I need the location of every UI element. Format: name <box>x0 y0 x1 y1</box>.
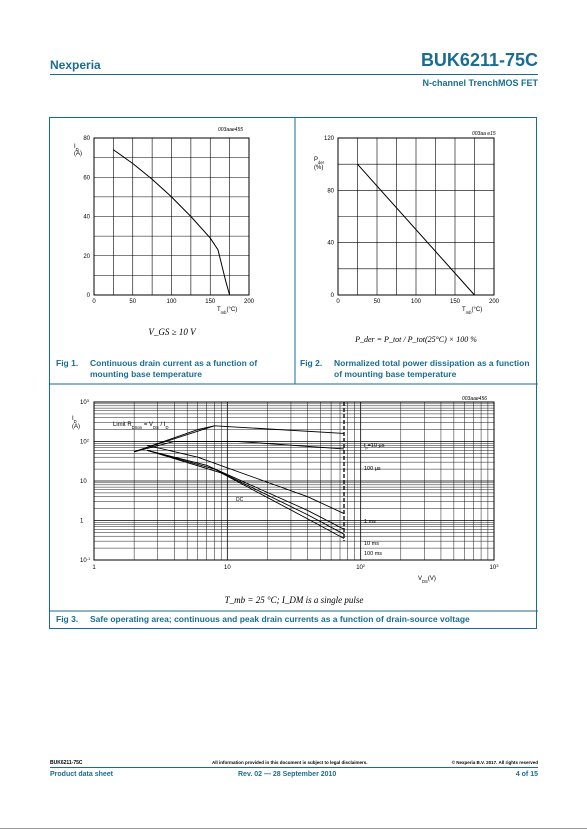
fig3-xtick-label: 1 <box>92 565 96 571</box>
fig2-xlabel: $T_{mb}(^\circ C)$ <box>462 307 483 315</box>
fig1-chart <box>74 127 255 337</box>
fig2-ytick-label: 40 <box>327 240 334 247</box>
part-subtitle: N-channel TrenchMOS FET <box>422 78 538 88</box>
fig2-ytick-label: 80 <box>327 188 334 195</box>
fig1-xtick-label: 150 <box>205 299 216 305</box>
fig3-ytick-label: $10^2$ <box>80 437 89 446</box>
fig3-series-line <box>147 450 344 534</box>
fig3-xtick-label: 10 <box>223 565 231 571</box>
fig3-xtick-label: $10^2$ <box>356 562 366 571</box>
fig3-pulse-label-1: 100 μs <box>364 466 381 472</box>
page-bottom-rule <box>0 828 587 829</box>
footer-disclaimer: All information provided in this document is subject to legal disclaimers. <box>212 760 368 765</box>
fig2-caption-number: Fig 2. <box>300 358 323 368</box>
fig3-code-label: 003aae456 <box>462 396 488 402</box>
fig3-pulse-label-2: 1 ms <box>364 519 376 525</box>
fig1-ytick-label: 0 <box>86 293 90 299</box>
footer-rule <box>50 767 538 768</box>
fig1-xtick-label: 200 <box>243 299 255 305</box>
fig3-series-line <box>147 450 344 538</box>
fig3-ylabel: $I_D$ <box>72 416 77 424</box>
fig3-pulse-label-0: $t_p=10$ μs <box>364 443 385 450</box>
footer-revision: Rev. 02 — 28 September 2010 <box>238 771 337 778</box>
fig3-limit-label: Limit $R_{DSon} = V_{DS} / I_D$ <box>113 422 169 430</box>
fig2-ylabel: $P_{der}$ <box>314 157 325 165</box>
fig2-chart <box>314 131 500 344</box>
fig2-caption-text: Normalized total power dissipation as a function of mounting base temperature <box>334 358 530 379</box>
footer-page: 4 of 15 <box>515 771 538 778</box>
fig3-ytick-label: 1 <box>80 518 84 525</box>
fig3-caption-number: Fig 3. <box>56 614 79 624</box>
fig2-xtick-label: 50 <box>373 299 381 305</box>
fig1-code-label: 003aae455 <box>218 127 244 133</box>
fig1-ylabel: $I_D$ <box>74 144 79 152</box>
company-name: Nexperia <box>50 58 101 72</box>
fig3-ytick-label: 10 <box>80 479 87 485</box>
fig2-xtick-label: 200 <box>488 299 500 305</box>
fig3-pulse-label-4: 100 ms <box>364 551 383 557</box>
part-number: BUK6211-75C <box>420 50 538 70</box>
fig3-xtick-label: $10^3$ <box>489 562 499 571</box>
header-rule <box>50 74 538 75</box>
fig1-caption-text: Continuous drain current as a function of mounting base temperature <box>90 358 258 379</box>
fig2-formula: P_der = P_tot / P_tot(25°C) × 100 % <box>355 335 477 344</box>
fig1-ytick-label: 60 <box>83 175 90 182</box>
fig3-series-line <box>147 445 344 513</box>
fig1-xtick-label: 100 <box>166 299 177 305</box>
fig1-xtick-label: 50 <box>129 299 137 305</box>
fig2-ytick-label: 0 <box>330 293 334 299</box>
fig1-xlabel: $T_{mb}(^\circ C)$ <box>217 307 238 315</box>
fig1-xtick-label: 0 <box>92 299 96 305</box>
footer-doc-id: BUK6211-75C <box>50 760 83 766</box>
fig2-xtick-label: 150 <box>449 299 461 305</box>
fig1-formula: V_GS ≥ 10 V <box>148 327 196 337</box>
fig3-caption-text: Safe operating area; continuous and peak drain currents as a function of drain-source voltage <box>90 614 470 624</box>
fig3-formula: T_mb = 25 °C; I_DM is a single pulse <box>224 595 364 605</box>
fig2-caption <box>300 358 536 380</box>
fig3-xlabel: $V_{DS}(V)$ <box>418 576 436 584</box>
fig1-ytick-label: 20 <box>83 253 90 260</box>
fig2-xtick-label: 100 <box>410 299 422 305</box>
fig2-ytick-label: 120 <box>323 136 334 142</box>
footer-doc-type: Product data sheet <box>50 771 114 778</box>
figure-frame <box>49 117 537 629</box>
fig3-chart <box>72 396 499 605</box>
fig3-dc-label: DC <box>236 497 244 503</box>
fig2-yunit: (%) <box>314 165 324 171</box>
fig2-xtick-label: 0 <box>336 299 340 305</box>
fig3-yunit: (A) <box>72 424 80 430</box>
fig1-ytick-label: 40 <box>83 214 90 221</box>
fig1-caption-number: Fig 1. <box>56 358 79 368</box>
fig3-ytick-label: $10^3$ <box>80 397 89 406</box>
fig3-caption <box>56 614 534 625</box>
footer-copyright: © Nexperia B.V. 2017. All rights reserved <box>451 760 538 765</box>
fig3-pulse-label-3: 10 ms <box>364 541 379 547</box>
fig3-ytick-label: $10^{-1}$ <box>80 555 91 564</box>
fig1-caption <box>56 358 286 380</box>
fig2-code-label: 003aa e15 <box>472 131 496 137</box>
fig1-yunit: (A) <box>74 151 82 157</box>
fig1-ytick-label: 80 <box>83 136 90 142</box>
